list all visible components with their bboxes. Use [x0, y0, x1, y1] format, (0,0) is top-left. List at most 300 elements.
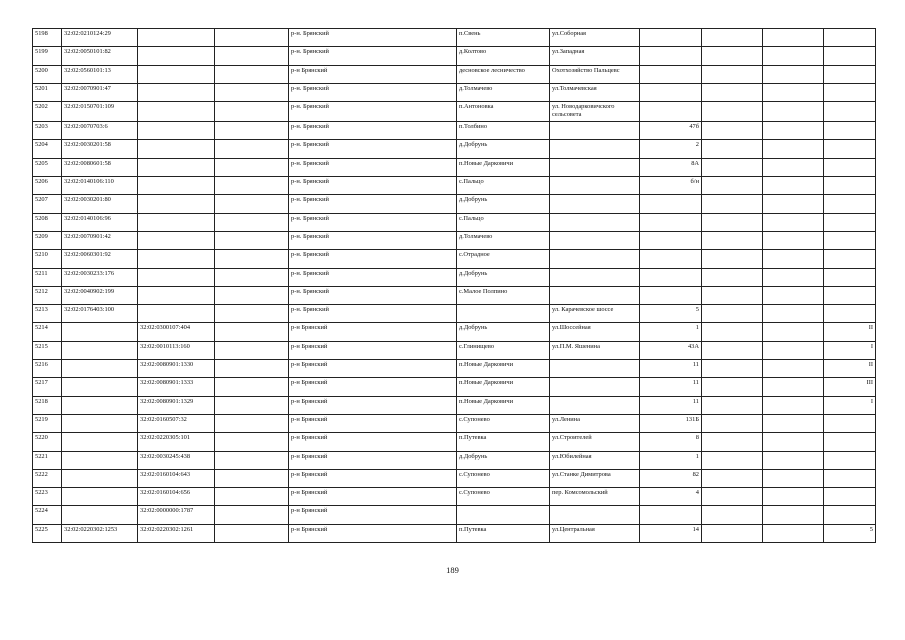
table-row — [33, 140, 876, 158]
table-cell — [702, 451, 763, 469]
table-row — [33, 47, 876, 65]
table-cell — [215, 140, 289, 158]
table-cell: III — [824, 378, 876, 396]
table-cell — [824, 305, 876, 323]
table-cell: п.Новые Дарковичи — [457, 378, 550, 396]
table-cell — [702, 378, 763, 396]
table-row — [33, 378, 876, 396]
table-cell — [824, 286, 876, 304]
table-cell: 5223 — [33, 488, 62, 506]
table-cell: 5210 — [33, 250, 62, 268]
table-cell — [215, 250, 289, 268]
table-cell — [763, 286, 824, 304]
table-row — [33, 506, 876, 524]
table-cell: р-н Брянский — [289, 323, 457, 341]
table-cell: 32:02:0210124:29 — [62, 29, 138, 47]
table-cell: р-н Брянский — [289, 469, 457, 487]
table-cell — [62, 488, 138, 506]
table-cell — [215, 524, 289, 542]
table-cell — [138, 83, 215, 101]
table-cell: 5215 — [33, 341, 62, 359]
table-cell: д.Толмачево — [457, 83, 550, 101]
table-cell: р-н Брянский — [289, 414, 457, 432]
table-row — [33, 341, 876, 359]
table-cell: 32:02:0176403:100 — [62, 305, 138, 323]
table-cell: пер. Комсомольский — [550, 488, 640, 506]
table-cell: р-н. Брянский — [289, 286, 457, 304]
table-cell: с.Супонево — [457, 469, 550, 487]
table-cell — [824, 177, 876, 195]
table-cell: д.Добрунь — [457, 268, 550, 286]
table-cell — [640, 268, 702, 286]
table-cell: 11 — [640, 360, 702, 378]
table-cell: 32:02:0140106:96 — [62, 213, 138, 231]
table-cell: с.Пальцо — [457, 213, 550, 231]
table-cell — [763, 469, 824, 487]
table-row — [33, 268, 876, 286]
table-cell — [702, 250, 763, 268]
table-cell — [824, 47, 876, 65]
table-cell: 5206 — [33, 177, 62, 195]
table-cell: с.Супонево — [457, 488, 550, 506]
table-cell: 32:02:0000000:1787 — [138, 506, 215, 524]
table-cell — [763, 360, 824, 378]
table-cell: 32:02:0160104:656 — [138, 488, 215, 506]
table-cell: 5211 — [33, 268, 62, 286]
table-cell: р-н. Брянский — [289, 47, 457, 65]
table-cell: с.Отрадное — [457, 250, 550, 268]
table-row — [33, 177, 876, 195]
table-cell: п.Новые Дарковичи — [457, 360, 550, 378]
table-cell — [215, 213, 289, 231]
table-row — [33, 469, 876, 487]
table-cell — [824, 451, 876, 469]
table-cell: 11 — [640, 378, 702, 396]
table-cell: 1 — [640, 451, 702, 469]
table-cell — [215, 268, 289, 286]
table-cell — [763, 102, 824, 122]
table-cell: 32:02:0030245:438 — [138, 451, 215, 469]
table-cell — [702, 29, 763, 47]
table-row — [33, 102, 876, 122]
table-cell — [763, 47, 824, 65]
table-cell — [702, 305, 763, 323]
table-cell — [640, 83, 702, 101]
table-cell: ул.Юбилейная — [550, 451, 640, 469]
table-cell: р-н Брянский — [289, 360, 457, 378]
table-cell: 14 — [640, 524, 702, 542]
table-cell: 5225 — [33, 524, 62, 542]
table-cell: р-н. Брянский — [289, 83, 457, 101]
table-cell — [457, 305, 550, 323]
table-cell: 32:02:0030201:58 — [62, 140, 138, 158]
table-cell — [550, 360, 640, 378]
table-cell: 32:02:0080901:1330 — [138, 360, 215, 378]
table-cell: 5 — [824, 524, 876, 542]
table-cell — [215, 231, 289, 249]
table-cell: с.Глинищево — [457, 341, 550, 359]
table-cell: 2 — [640, 140, 702, 158]
table-cell — [215, 47, 289, 65]
table-cell: п.Толбино — [457, 122, 550, 140]
table-cell — [215, 414, 289, 432]
table-cell — [62, 469, 138, 487]
table-cell — [824, 213, 876, 231]
table-cell — [824, 268, 876, 286]
table-row — [33, 305, 876, 323]
table-cell — [550, 250, 640, 268]
table-cell — [138, 213, 215, 231]
table-cell — [138, 286, 215, 304]
table-cell — [702, 47, 763, 65]
table-cell: ул.Центральная — [550, 524, 640, 542]
table-cell — [215, 433, 289, 451]
table-cell — [640, 231, 702, 249]
table-cell: 8А — [640, 158, 702, 176]
table-cell — [763, 158, 824, 176]
table-cell: 5212 — [33, 286, 62, 304]
table-cell — [215, 305, 289, 323]
table-cell — [138, 122, 215, 140]
table-cell — [702, 396, 763, 414]
page-number: 189 — [446, 565, 459, 575]
table-row — [33, 433, 876, 451]
table-cell: 32:02:0070901:42 — [62, 231, 138, 249]
table-cell: 5208 — [33, 213, 62, 231]
table-row — [33, 451, 876, 469]
table-cell — [824, 158, 876, 176]
table-cell — [763, 195, 824, 213]
table-cell — [62, 323, 138, 341]
table-cell: р-н Брянский — [289, 524, 457, 542]
register-table — [32, 28, 876, 543]
table-cell — [702, 140, 763, 158]
table-cell: д.Добрунь — [457, 323, 550, 341]
table-cell: р-н Брянский — [289, 506, 457, 524]
table-cell: с.Малое Полпино — [457, 286, 550, 304]
table-cell: 32:02:0080901:1329 — [138, 396, 215, 414]
table-cell — [702, 65, 763, 83]
table-cell: р-н. Брянский — [289, 305, 457, 323]
table-cell — [62, 433, 138, 451]
table-cell — [138, 250, 215, 268]
table-cell — [824, 122, 876, 140]
table-cell — [215, 29, 289, 47]
table-body — [33, 29, 876, 543]
table-cell — [763, 305, 824, 323]
table-cell — [550, 213, 640, 231]
table-cell — [215, 195, 289, 213]
table-cell — [550, 286, 640, 304]
table-cell — [763, 268, 824, 286]
table-row — [33, 83, 876, 101]
table-cell — [763, 451, 824, 469]
table-cell — [763, 433, 824, 451]
table-cell — [550, 268, 640, 286]
table-cell — [215, 469, 289, 487]
table-cell — [550, 396, 640, 414]
table-cell — [763, 29, 824, 47]
table-cell: 32:02:0040902:199 — [62, 286, 138, 304]
table-cell — [138, 29, 215, 47]
table-cell — [62, 360, 138, 378]
table-cell: д.Добрунь — [457, 451, 550, 469]
table-cell: р-н. Брянский — [289, 140, 457, 158]
table-cell: 5224 — [33, 506, 62, 524]
table-cell — [702, 268, 763, 286]
table-cell: 32:02:0220302:1253 — [62, 524, 138, 542]
table-cell — [215, 102, 289, 122]
table-cell: 32:02:0220302:1261 — [138, 524, 215, 542]
table-row — [33, 29, 876, 47]
table-cell — [763, 122, 824, 140]
table-cell — [702, 102, 763, 122]
table-cell — [763, 396, 824, 414]
table-cell: 32:02:0050101:82 — [62, 47, 138, 65]
table-cell — [763, 177, 824, 195]
table-cell — [763, 250, 824, 268]
table-cell — [550, 378, 640, 396]
table-cell — [62, 396, 138, 414]
table-cell — [763, 414, 824, 432]
table-cell: 32:02:0080601:58 — [62, 158, 138, 176]
table-cell — [62, 506, 138, 524]
table-row — [33, 286, 876, 304]
table-cell: р-н Брянский — [289, 378, 457, 396]
table-cell: 4 — [640, 488, 702, 506]
table-cell — [824, 83, 876, 101]
table-cell: п.Новые Дарковичи — [457, 158, 550, 176]
table-cell: ул.Соборная — [550, 29, 640, 47]
table-cell: 32:02:0080901:1333 — [138, 378, 215, 396]
table-cell: 32:02:0010113:160 — [138, 341, 215, 359]
table-cell: 32:02:0030201:80 — [62, 195, 138, 213]
table-cell: Охотхозяйство Пальцевс — [550, 65, 640, 83]
table-cell: 5204 — [33, 140, 62, 158]
table-cell — [215, 341, 289, 359]
table-cell: I — [824, 341, 876, 359]
table-cell: р-н. Брянский — [289, 29, 457, 47]
table-cell: II — [824, 360, 876, 378]
table-cell: б/н — [640, 177, 702, 195]
table-cell — [824, 414, 876, 432]
table-cell — [550, 122, 640, 140]
table-cell: 32:02:0150701:109 — [62, 102, 138, 122]
table-cell — [763, 341, 824, 359]
table-cell — [702, 83, 763, 101]
table-cell: 5214 — [33, 323, 62, 341]
table-cell — [824, 250, 876, 268]
table-cell — [640, 102, 702, 122]
table-cell — [640, 213, 702, 231]
table-cell — [763, 231, 824, 249]
table-cell: 32:02:0300107:404 — [138, 323, 215, 341]
table-cell: ул.Ленина — [550, 414, 640, 432]
table-cell: р-н Брянский — [289, 341, 457, 359]
table-cell — [763, 524, 824, 542]
table-cell — [640, 506, 702, 524]
table-row — [33, 122, 876, 140]
table-cell: с.Пальцо — [457, 177, 550, 195]
table-cell — [640, 47, 702, 65]
table-cell — [457, 506, 550, 524]
table-cell — [138, 158, 215, 176]
table-cell: р-н Брянский — [289, 396, 457, 414]
table-cell — [550, 140, 640, 158]
table-cell — [640, 195, 702, 213]
table-cell — [215, 65, 289, 83]
table-cell: 5216 — [33, 360, 62, 378]
table-cell — [763, 506, 824, 524]
table-cell: 5220 — [33, 433, 62, 451]
table-cell — [763, 323, 824, 341]
table-row — [33, 488, 876, 506]
table-cell — [702, 524, 763, 542]
table-cell: 5213 — [33, 305, 62, 323]
table-cell — [640, 250, 702, 268]
table-cell — [763, 83, 824, 101]
table-cell: р-н. Брянский — [289, 195, 457, 213]
table-cell: 5222 — [33, 469, 62, 487]
table-cell: 8 — [640, 433, 702, 451]
table-cell: д.Колтово — [457, 47, 550, 65]
table-cell — [702, 506, 763, 524]
table-cell — [640, 286, 702, 304]
table-cell: I — [824, 396, 876, 414]
table-cell — [138, 268, 215, 286]
table-cell: п.Антоновка — [457, 102, 550, 122]
table-cell — [824, 102, 876, 122]
table-cell: 32:02:0070703:6 — [62, 122, 138, 140]
table-cell: р-н Брянский — [289, 488, 457, 506]
table-row — [33, 231, 876, 249]
table-cell — [138, 65, 215, 83]
table-cell: 5 — [640, 305, 702, 323]
table-cell — [62, 451, 138, 469]
table-cell: 43А — [640, 341, 702, 359]
table-cell: 5217 — [33, 378, 62, 396]
table-cell: п.Путевка — [457, 524, 550, 542]
table-cell — [824, 65, 876, 83]
table-cell — [702, 286, 763, 304]
table-cell: р-н. Брянский — [289, 231, 457, 249]
table-cell: ул.Станке Димитрова — [550, 469, 640, 487]
table-cell — [640, 65, 702, 83]
table-cell: р-н Брянский — [289, 433, 457, 451]
table-cell: 82 — [640, 469, 702, 487]
table-cell — [702, 213, 763, 231]
table-cell: 32:02:0160104:643 — [138, 469, 215, 487]
table-cell — [215, 286, 289, 304]
table-cell — [550, 506, 640, 524]
table-cell: 5200 — [33, 65, 62, 83]
table-cell — [702, 323, 763, 341]
table-row — [33, 213, 876, 231]
table-row — [33, 414, 876, 432]
table-cell — [215, 451, 289, 469]
table-cell: р-н Брянский — [289, 451, 457, 469]
table-cell: 5207 — [33, 195, 62, 213]
table-cell: 32:02:0560101:13 — [62, 65, 138, 83]
table-cell — [702, 469, 763, 487]
table-row — [33, 323, 876, 341]
table-cell: 131Б — [640, 414, 702, 432]
table-row — [33, 195, 876, 213]
table-cell — [824, 488, 876, 506]
table-cell — [62, 341, 138, 359]
table-cell: 5198 — [33, 29, 62, 47]
table-cell — [824, 29, 876, 47]
table-row — [33, 65, 876, 83]
table-cell — [702, 177, 763, 195]
table-cell — [640, 29, 702, 47]
table-row — [33, 396, 876, 414]
table-cell: 32:02:0220305:101 — [138, 433, 215, 451]
table-cell: р-н Брянский — [289, 65, 457, 83]
table-cell: 32:02:0140106:110 — [62, 177, 138, 195]
table-cell — [138, 305, 215, 323]
table-row — [33, 158, 876, 176]
table-cell: 5209 — [33, 231, 62, 249]
table-cell — [550, 195, 640, 213]
table-cell — [550, 158, 640, 176]
table-cell: п.Путевка — [457, 433, 550, 451]
table-cell — [824, 140, 876, 158]
table-cell — [215, 360, 289, 378]
table-cell — [215, 488, 289, 506]
table-cell: д.Добрунь — [457, 140, 550, 158]
table-cell — [702, 433, 763, 451]
table-cell: 5199 — [33, 47, 62, 65]
table-cell: ул.П.М. Яшенина — [550, 341, 640, 359]
table-cell: ул.Шоссейная — [550, 323, 640, 341]
table-cell: 32:02:0060301:92 — [62, 250, 138, 268]
table-cell — [702, 122, 763, 140]
table-cell — [215, 323, 289, 341]
table-row — [33, 524, 876, 542]
table-cell — [824, 506, 876, 524]
table-cell: 5201 — [33, 83, 62, 101]
table-cell — [138, 231, 215, 249]
table-cell: десновское лесничество — [457, 65, 550, 83]
table-cell — [138, 177, 215, 195]
table-cell: р-н. Брянский — [289, 268, 457, 286]
table-cell — [215, 122, 289, 140]
table-cell — [138, 195, 215, 213]
table-cell: р-н. Брянский — [289, 158, 457, 176]
table-row — [33, 250, 876, 268]
table-cell: 5219 — [33, 414, 62, 432]
table-cell: 32:02:0160507:32 — [138, 414, 215, 432]
table-cell: 1 — [640, 323, 702, 341]
table-cell — [215, 177, 289, 195]
table-cell: д.Толмачево — [457, 231, 550, 249]
table-cell — [702, 231, 763, 249]
table-cell: р-н. Брянский — [289, 250, 457, 268]
table-cell — [702, 414, 763, 432]
table-cell — [763, 378, 824, 396]
table-cell: п.Свень — [457, 29, 550, 47]
table-cell — [824, 433, 876, 451]
table-cell: 5218 — [33, 396, 62, 414]
table-cell: р-н. Брянский — [289, 122, 457, 140]
table-cell — [215, 158, 289, 176]
table-cell — [702, 488, 763, 506]
table-cell: ул.Западная — [550, 47, 640, 65]
table-cell — [62, 414, 138, 432]
table-cell: р-н. Брянский — [289, 213, 457, 231]
table-cell: ул. Новодарковичского сельсовета — [550, 102, 640, 122]
